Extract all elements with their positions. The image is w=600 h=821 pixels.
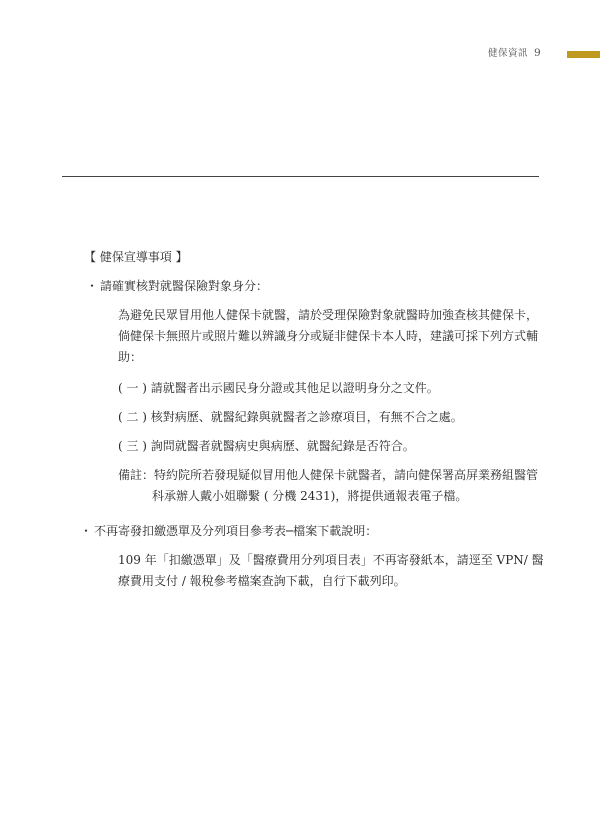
paragraph — [118, 305, 558, 368]
list-item: ( 二 ) 核對病歷、就醫紀錄與就醫者之診療項目，有無不合之處。 — [118, 410, 463, 424]
bullet-dot: ・ — [86, 279, 99, 293]
bullet-dot: ・ — [80, 524, 93, 538]
list-item: ( 一 ) 請就醫者出示國民身分證或其他足以證明身分之文件。 — [118, 381, 439, 395]
paragraph-line: 助： — [118, 350, 143, 364]
remark — [118, 465, 558, 507]
section-title: 【 健保宣導事項 】 — [84, 250, 188, 264]
paragraph — [118, 550, 558, 592]
bullet-item — [80, 521, 560, 542]
horizontal-rule — [62, 176, 539, 177]
paragraph-line: 109 年「扣繳憑單」及「醫療費用分列項目表」不再寄發紙本，請逕至 VPN/ 醫 — [118, 553, 544, 567]
paragraph-line: 倘健保卡無照片或照片難以辨識身分或疑非健保卡本人時，建議可採下列方式輔 — [118, 329, 539, 343]
bullet-item — [86, 276, 560, 297]
remark-line: 科承辦人戴小姐聯繫 ( 分機 2431)，將提供通報表電子檔。 — [152, 489, 468, 503]
bullet-heading: 請確實核對就醫保險對象身分： — [100, 279, 269, 293]
running-header — [488, 45, 541, 59]
header-title: 健保資訊 — [488, 48, 529, 59]
paragraph-line: 為避免民眾冒用他人健保卡就醫，請於受理保險對象就醫時加強查核其健保卡， — [118, 308, 539, 322]
remark-line: 備註：特約院所若發現疑似冒用他人健保卡就醫者，請向健保署高屏業務組醫管 — [118, 468, 539, 482]
page-number: 9 — [534, 47, 542, 59]
bullet-heading: 不再寄發扣繳憑單及分列項目參考表─檔案下載說明： — [94, 524, 378, 538]
list-item: ( 三 ) 詢問就醫者就醫病史與病歷、就醫紀錄是否符合。 — [118, 439, 415, 453]
main-content — [80, 247, 560, 592]
accent-bar — [567, 51, 600, 58]
paragraph-line: 療費用支付 / 報稅參考檔案查詢下載，自行下載列印。 — [118, 574, 406, 588]
